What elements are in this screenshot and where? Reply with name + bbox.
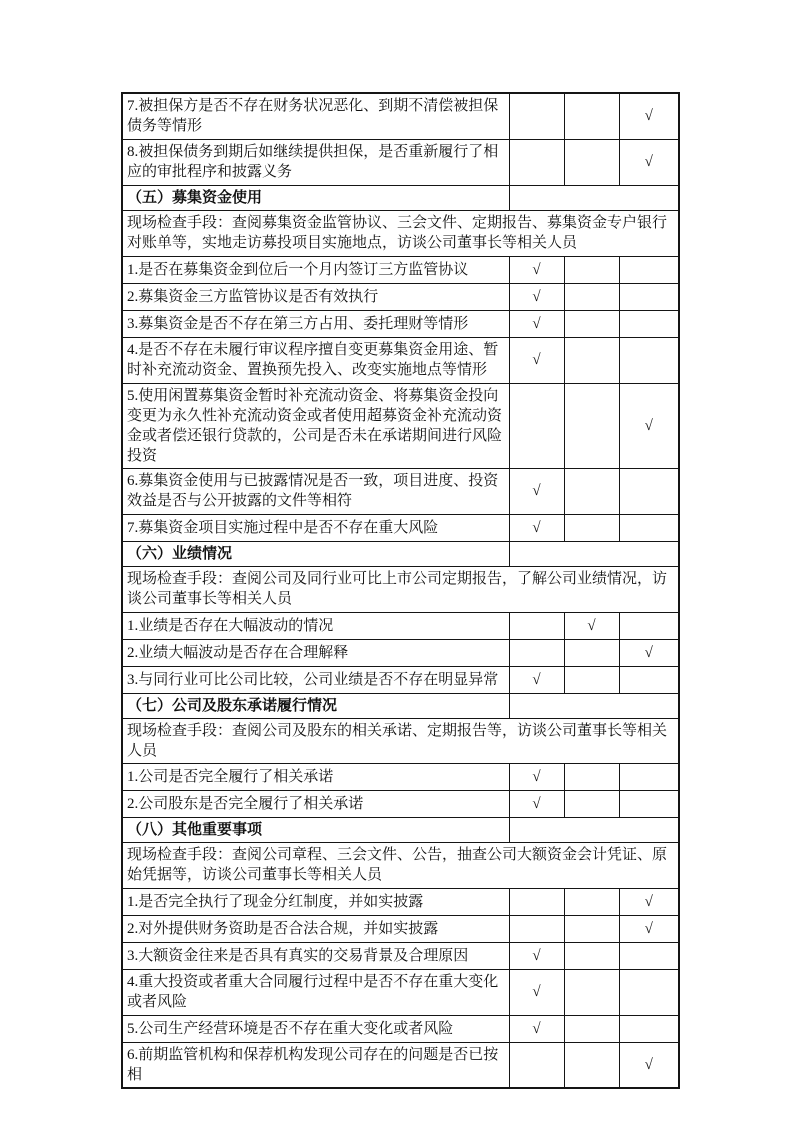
method-text: 现场检查手段：查阅公司及股东的相关承诺、定期报告等，访谈公司董事长等相关人员 [122, 718, 679, 763]
section-header-row [122, 817, 679, 842]
check-cell-3 [619, 337, 679, 383]
table-row [122, 383, 679, 468]
check-cell-2 [564, 283, 619, 310]
method-row [122, 210, 679, 256]
section-title: （六）业绩情况 [122, 541, 509, 566]
check-cell-1: √ [509, 969, 564, 1015]
check-cell-2 [564, 256, 619, 283]
item-text: 1.业绩是否存在大幅波动的情况 [122, 612, 509, 639]
item-text: 1.是否在募集资金到位后一个月内签订三方监管协议 [122, 256, 509, 283]
check-cell-2 [564, 310, 619, 337]
check-cell-1: √ [509, 337, 564, 383]
check-cell-1: √ [509, 1015, 564, 1042]
item-text: 3.与同行业可比公司比较，公司业绩是否不存在明显异常 [122, 666, 509, 693]
table-row [122, 337, 679, 383]
check-cell-2 [564, 383, 619, 468]
item-text: 7.募集资金项目实施过程中是否不存在重大风险 [122, 514, 509, 541]
item-text: 2.公司股东是否完全履行了相关承诺 [122, 790, 509, 817]
item-text: 5.使用闲置募集资金暂时补充流动资金、将募集资金投向变更为永久性补充流动资金或者使用超募资金补充流动资金或者偿还银行贷款的，公司是否未在承诺期间进行风险投资 [122, 383, 509, 468]
method-row [122, 718, 679, 763]
check-cell-1: √ [509, 790, 564, 817]
inspection-checklist-table [121, 92, 680, 1089]
check-cell-3: √ [619, 639, 679, 666]
check-cell-3: √ [619, 93, 679, 139]
section-header-row [122, 541, 679, 566]
check-cell-3 [619, 666, 679, 693]
table-row [122, 888, 679, 915]
check-cell-3 [619, 310, 679, 337]
table-row [122, 942, 679, 969]
item-text: 2.募集资金三方监管协议是否有效执行 [122, 283, 509, 310]
check-cell-3: √ [619, 888, 679, 915]
item-text: 4.是否不存在未履行审议程序擅自变更募集资金用途、暂时补充流动资金、置换预先投入、改变实施地点等情形 [122, 337, 509, 383]
check-cell-2 [564, 888, 619, 915]
method-text: 现场检查手段：查阅公司及同行业可比上市公司定期报告，了解公司业绩情况，访谈公司董事长等相关人员 [122, 566, 679, 612]
check-cell-3 [619, 969, 679, 1015]
method-text: 现场检查手段：查阅募集资金监管协议、三会文件、定期报告、募集资金专户银行对账单等，实地走访募投项目实施地点，访谈公司董事长等相关人员 [122, 210, 679, 256]
check-cell-1: √ [509, 468, 564, 514]
table-row [122, 763, 679, 790]
item-text: 2.业绩大幅波动是否存在合理解释 [122, 639, 509, 666]
table-row [122, 468, 679, 514]
check-cell-3: √ [619, 139, 679, 185]
check-cell-1 [509, 915, 564, 942]
section-title: （八）其他重要事项 [122, 817, 509, 842]
check-cell-1: √ [509, 514, 564, 541]
check-cell-3 [619, 790, 679, 817]
method-row [122, 566, 679, 612]
check-cell-3: √ [619, 915, 679, 942]
table-row [122, 310, 679, 337]
check-cell-3 [619, 763, 679, 790]
check-cell-1 [509, 383, 564, 468]
table-row [122, 1042, 679, 1088]
check-cell-2 [564, 915, 619, 942]
table-row [122, 639, 679, 666]
check-cell-3 [619, 256, 679, 283]
check-cell-1: √ [509, 666, 564, 693]
check-cell-3 [619, 612, 679, 639]
item-text: 6.前期监管机构和保荐机构发现公司存在的问题是否已按相 [122, 1042, 509, 1088]
check-cell-3: √ [619, 1042, 679, 1088]
check-cell-1 [509, 888, 564, 915]
check-cell-1 [509, 1042, 564, 1088]
item-text: 6.募集资金使用与已披露情况是否一致，项目进度、投资效益是否与公开披露的文件等相符 [122, 468, 509, 514]
table-row [122, 93, 679, 139]
check-cell-1: √ [509, 283, 564, 310]
table-row [122, 915, 679, 942]
item-text: 3.募集资金是否不存在第三方占用、委托理财等情形 [122, 310, 509, 337]
section-title: （五）募集资金使用 [122, 185, 509, 210]
check-cell-1: √ [509, 763, 564, 790]
check-cell-2 [564, 139, 619, 185]
item-text: 8.被担保债务到期后如继续提供担保，是否重新履行了相应的审批程序和披露义务 [122, 139, 509, 185]
check-cell-1 [509, 639, 564, 666]
check-cell-2 [564, 969, 619, 1015]
check-cell-2 [564, 1015, 619, 1042]
section-spacer-cell [509, 185, 679, 210]
section-spacer-cell [509, 541, 679, 566]
check-cell-2 [564, 639, 619, 666]
check-cell-1 [509, 139, 564, 185]
check-cell-3: √ [619, 383, 679, 468]
item-text: 7.被担保方是否不存在财务状况恶化、到期不清偿被担保债务等情形 [122, 93, 509, 139]
section-header-row [122, 693, 679, 718]
table-row [122, 514, 679, 541]
method-text: 现场检查手段：查阅公司章程、三会文件、公告，抽查公司大额资金会计凭证、原始凭据等，访谈公司董事长等相关人员 [122, 842, 679, 888]
item-text: 5.公司生产经营环境是否不存在重大变化或者风险 [122, 1015, 509, 1042]
check-cell-3 [619, 1015, 679, 1042]
check-cell-2 [564, 514, 619, 541]
checklist-table-container [121, 92, 680, 1089]
item-text: 3.大额资金往来是否具有真实的交易背景及合理原因 [122, 942, 509, 969]
check-cell-2 [564, 790, 619, 817]
section-spacer-cell [509, 693, 679, 718]
section-header-row [122, 185, 679, 210]
section-title: （七）公司及股东承诺履行情况 [122, 693, 509, 718]
check-cell-3 [619, 468, 679, 514]
check-cell-2 [564, 468, 619, 514]
check-cell-1 [509, 612, 564, 639]
check-cell-3 [619, 514, 679, 541]
method-row [122, 842, 679, 888]
item-text: 4.重大投资或者重大合同履行过程中是否不存在重大变化或者风险 [122, 969, 509, 1015]
table-row [122, 139, 679, 185]
check-cell-2 [564, 337, 619, 383]
item-text: 2.对外提供财务资助是否合法合规，并如实披露 [122, 915, 509, 942]
check-cell-2 [564, 666, 619, 693]
table-row [122, 790, 679, 817]
check-cell-3 [619, 942, 679, 969]
check-cell-1: √ [509, 942, 564, 969]
check-cell-2 [564, 942, 619, 969]
table-row [122, 969, 679, 1015]
table-row [122, 1015, 679, 1042]
item-text: 1.是否完全执行了现金分红制度，并如实披露 [122, 888, 509, 915]
check-cell-2 [564, 93, 619, 139]
table-row [122, 612, 679, 639]
check-cell-1: √ [509, 256, 564, 283]
table-row [122, 256, 679, 283]
table-row [122, 666, 679, 693]
item-text: 1.公司是否完全履行了相关承诺 [122, 763, 509, 790]
check-cell-2 [564, 1042, 619, 1088]
check-cell-2 [564, 763, 619, 790]
check-cell-3 [619, 283, 679, 310]
table-row [122, 283, 679, 310]
check-cell-1 [509, 93, 564, 139]
check-cell-2: √ [564, 612, 619, 639]
check-cell-1: √ [509, 310, 564, 337]
section-spacer-cell [509, 817, 679, 842]
